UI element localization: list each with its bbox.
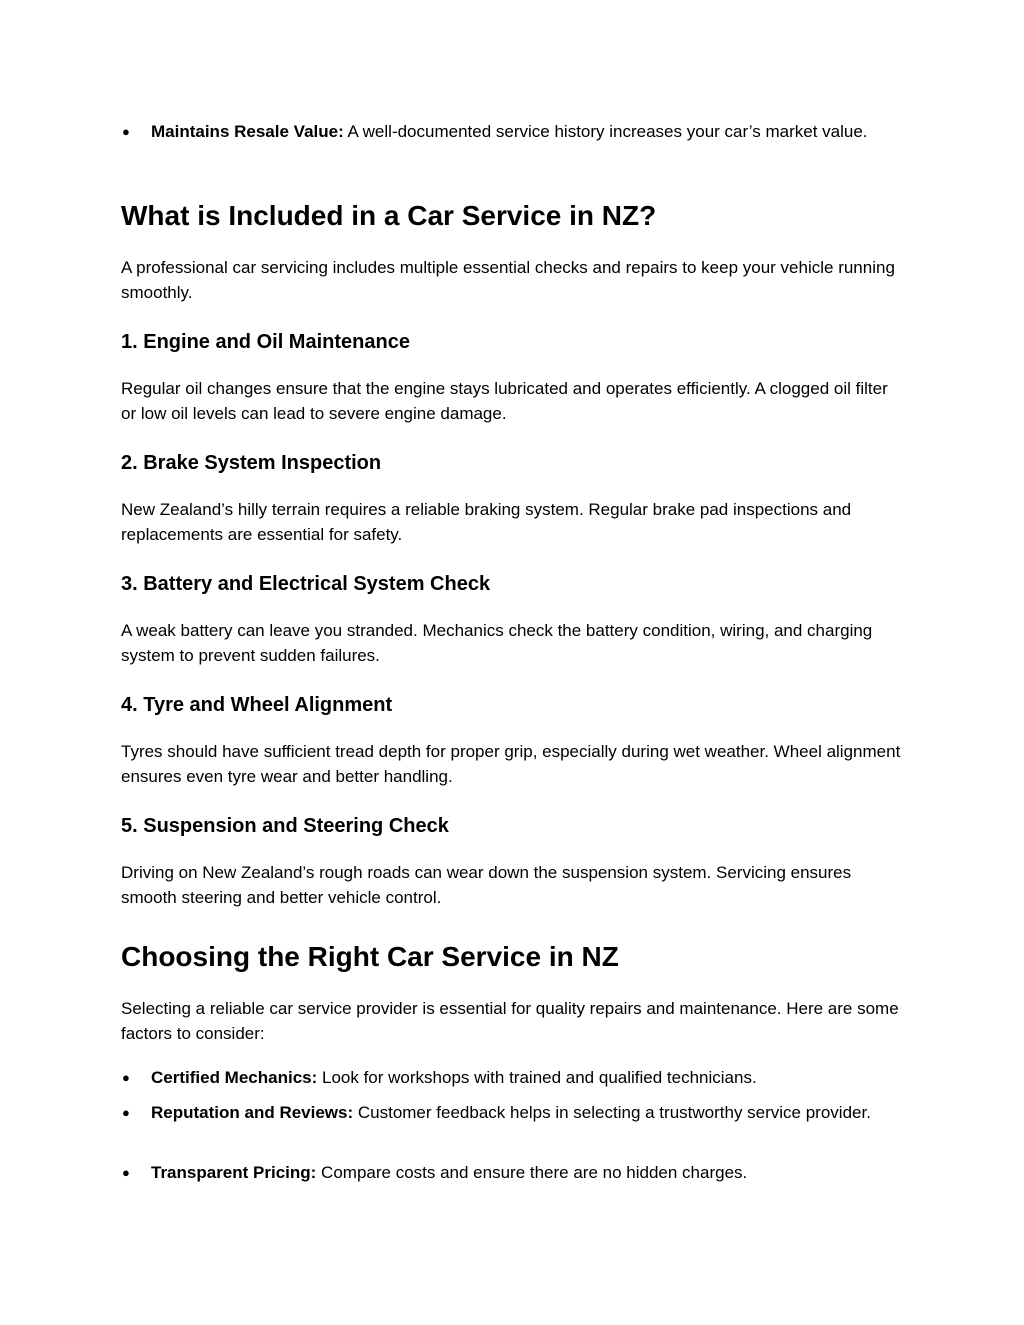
subheading-engine-oil: 1. Engine and Oil Maintenance [121,331,410,353]
bullet-text: Look for workshops with trained and qualified technicians. [317,1068,757,1087]
bullet-reputation-reviews [151,1097,886,1128]
paragraph-battery: A weak battery can leave you stranded. Mechanics check the battery condition, wiring, and charging system to prevent sudden failures. [121,621,873,665]
section-intro-choosing: Selecting a reliable car service provider is essential for quality repairs and maintenance. Here are some factors to consider: [121,999,899,1043]
bullet-label: Maintains Resale Value: [151,122,344,141]
subheading-tyre-wheel: 4. Tyre and Wheel Alignment [121,694,393,716]
bullet-text: Compare costs and ensure there are no hidden charges. [316,1163,748,1182]
section-heading-choosing: Choosing the Right Car Service in NZ [121,941,619,972]
subheading-brake-system: 2. Brake System Inspection [121,452,382,474]
paragraph-tyre-wheel: Tyres should have sufficient tread depth for proper grip, especially during wet weather. Wheel alignment ensures even tyre wear and better handling. [121,742,901,786]
subheading-battery: 3. Battery and Electrical System Check [121,573,491,595]
bullet-text: A well-documented service history increases your car’s market value. [343,122,868,141]
bullet-certified-mechanics [151,1065,886,1090]
paragraph-engine-oil: Regular oil changes ensure that the engine stays lubricated and operates efficiently. A clogged oil filter or low oil levels can lead to severe engine damage. [121,379,888,423]
section-intro-included: A professional car servicing includes multiple essential checks and repairs to keep your vehicle running smoothly. [121,258,895,302]
paragraph-suspension: Driving on New Zealand’s rough roads can wear down the suspension system. Servicing ensures smooth steering and better vehicle control. [121,863,852,907]
bullet-transparent-pricing [151,1160,886,1185]
section-heading-included: What is Included in a Car Service in NZ? [121,200,657,231]
bullet-text: Customer feedback helps in selecting a trustworthy service provider. [353,1103,871,1122]
bullet-label: Transparent Pricing: [151,1163,317,1182]
bullet-label: Certified Mechanics: [151,1068,318,1087]
subheading-suspension: 5. Suspension and Steering Check [121,815,449,837]
bullet-label: Reputation and Reviews: [151,1103,354,1122]
paragraph-brake-system: New Zealand’s hilly terrain requires a reliable braking system. Regular brake pad inspections and replacements are essential for safety. [121,500,852,544]
bullet-resale-value [151,119,886,144]
